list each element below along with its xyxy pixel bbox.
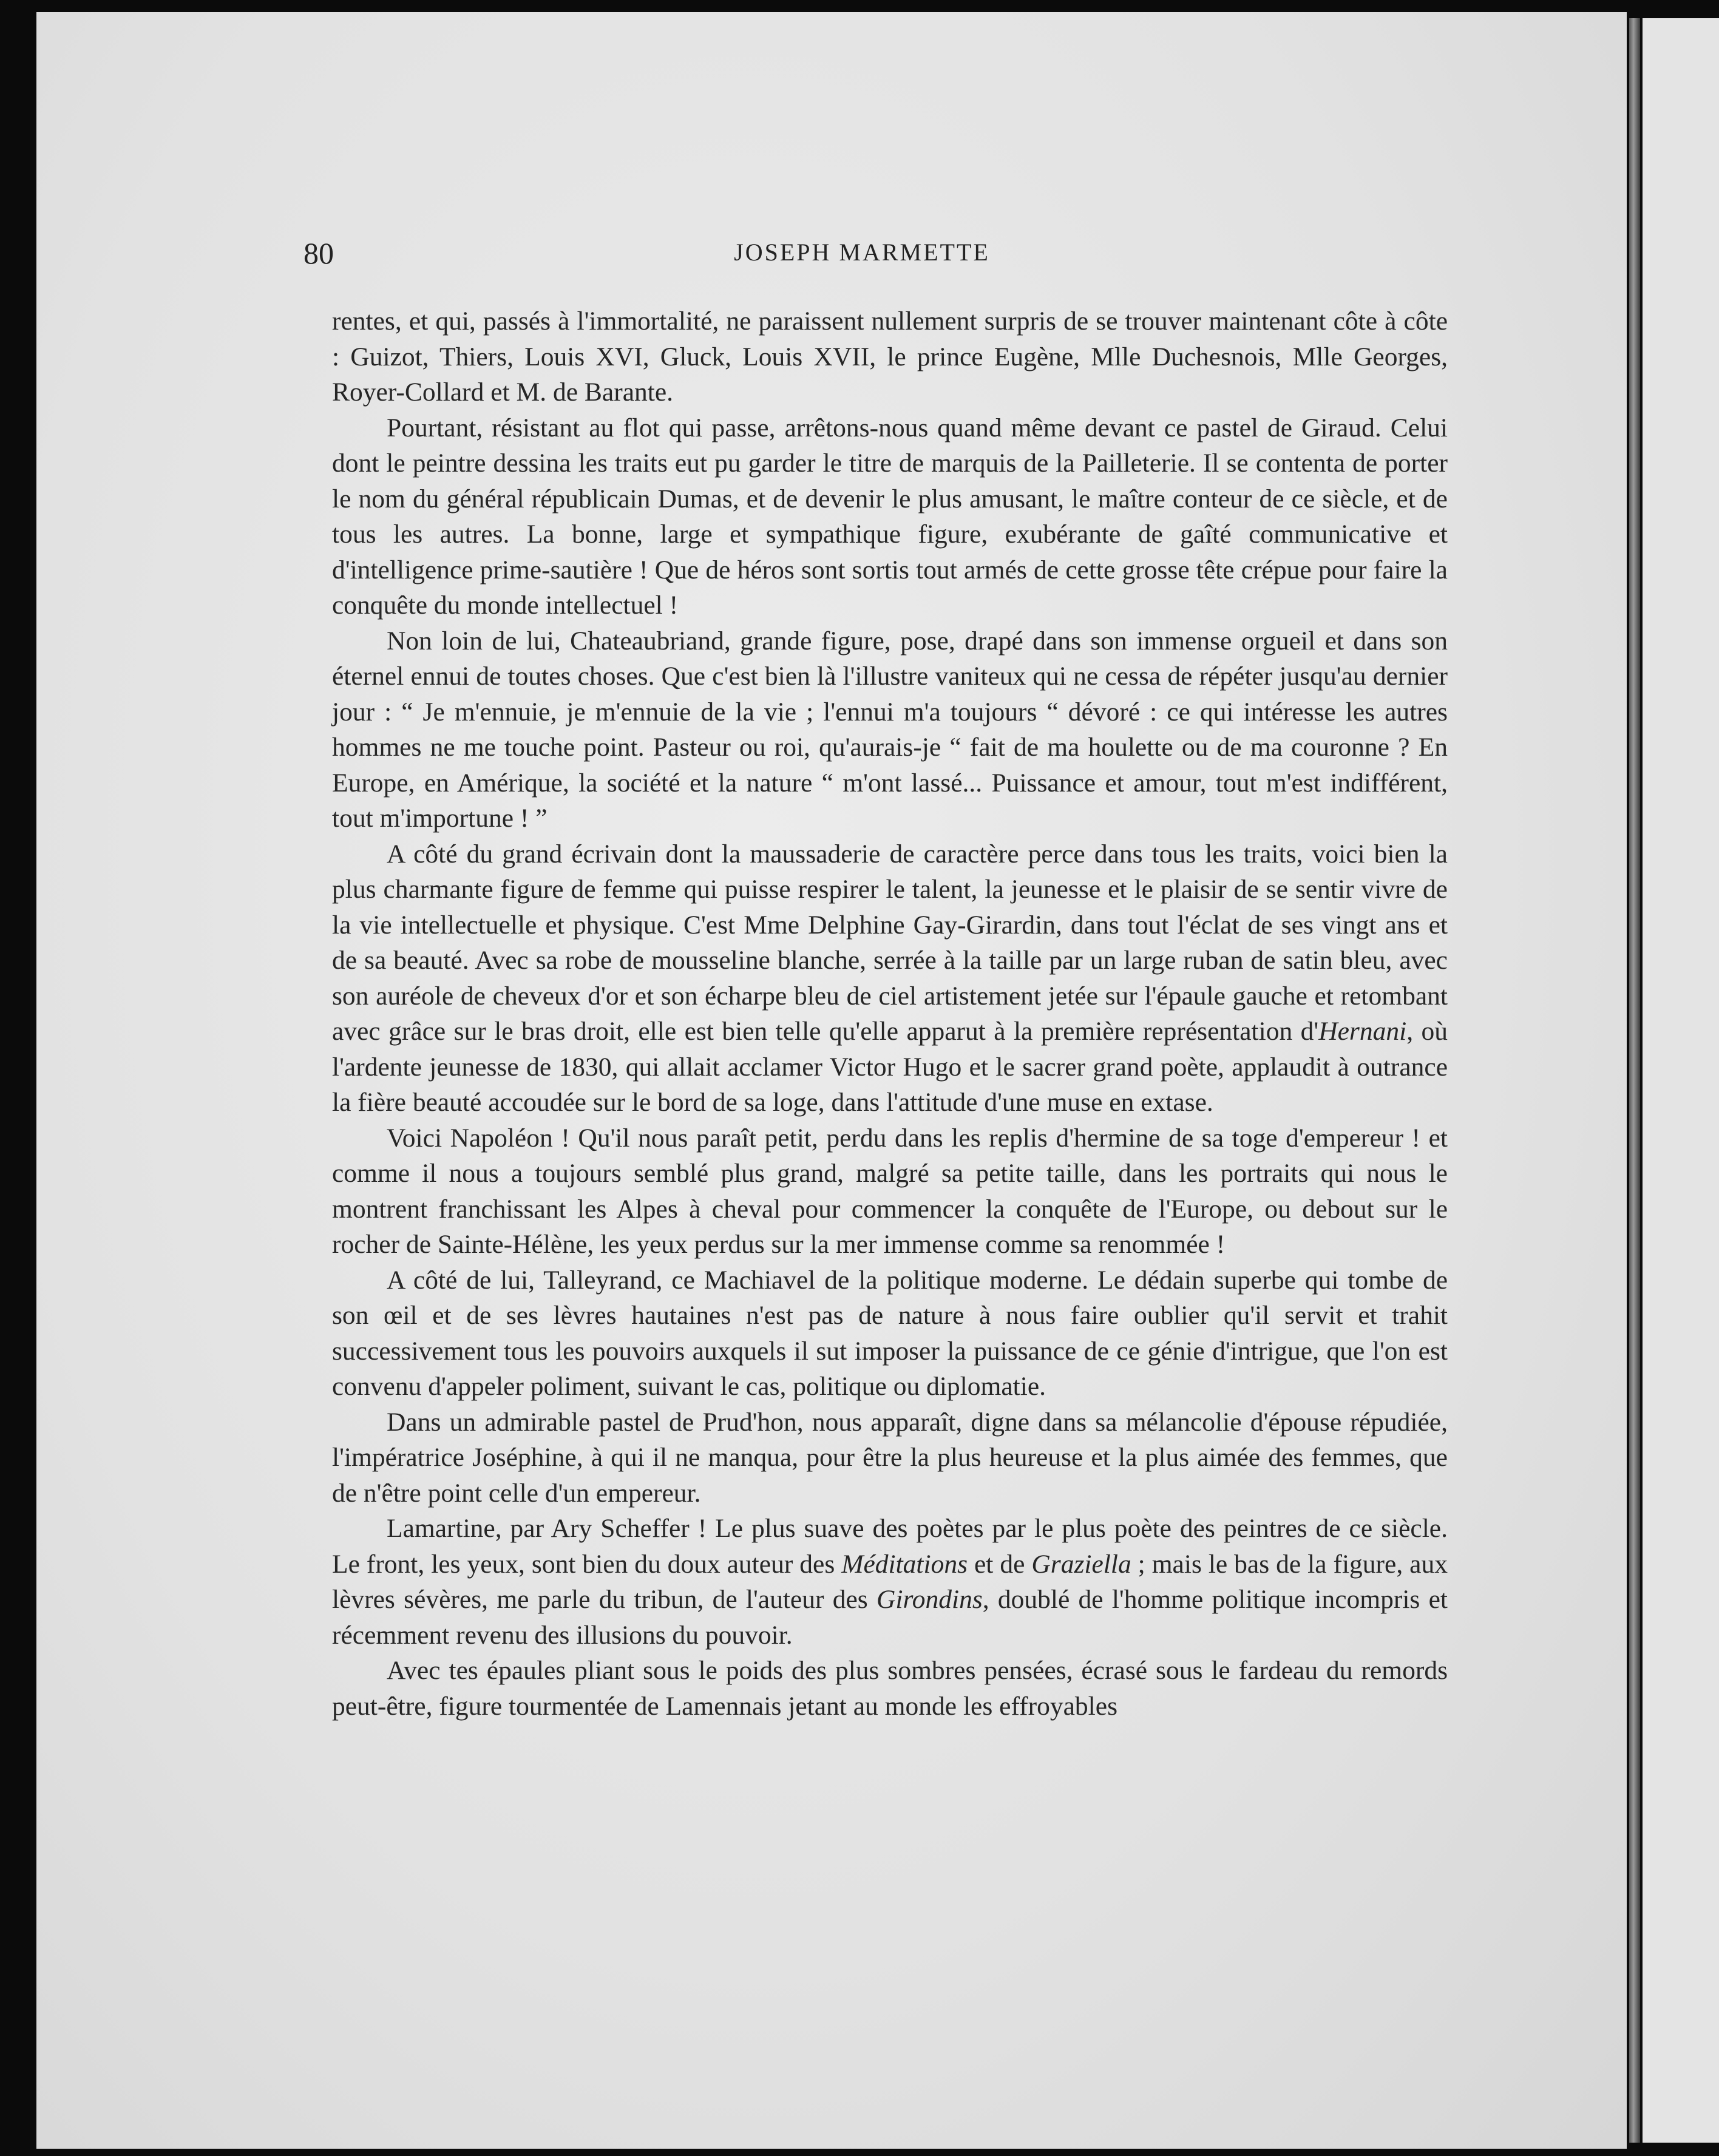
text-run: , où l'ardente jeunesse de 1830, qui allait acclamer Victor Hugo et le sacrer grand poète, applaudit à outrance la fière beauté accoudée sur le bord de sa loge, dans l'attitude d'une muse en extase. [332, 1017, 1448, 1117]
paragraph-8 [332, 1511, 1448, 1653]
text-run: Lamartine, par Ary Scheffer ! Le plus suave des poètes par le plus poète des peintres de ce siècle. Le front, les yeux, sont bien du doux auteur des [332, 1514, 1448, 1579]
text-run: , doublé de l'homme politique incompris et récemment revenu des illusions du pouvoir. [332, 1585, 1448, 1650]
next-page-sliver [1643, 18, 1719, 2143]
paragraph-6 [332, 1263, 1448, 1405]
paragraph-9 [332, 1653, 1448, 1724]
running-title: JOSEPH MARMETTE [734, 239, 990, 266]
page-number: 80 [303, 236, 334, 270]
text-run: Dans un admirable pastel de Prud'hon, nous apparaît, digne dans sa mélancolie d'épouse répudiée, l'impératrice Joséphine, à qui il ne manqua, pour être la plus heureuse et la plus aimée des femmes, que de n'être point celle d'un empereur. [332, 1407, 1448, 1508]
text-run: A côté du grand écrivain dont la maussaderie de caractère perce dans tous les traits, voici bien la plus charmante figure de femme qui puisse respirer le talent, la jeunesse et le plaisir de se sentir vivre de la vie intellectuelle et physique. C'est Mme Delphine Gay-Girardin, dans tout l'éclat de ses vingt ans et de sa beauté. Avec sa robe de mousseline blanche, serrée à la taille par un large ruban de satin bleu, avec son auréole de cheveux d'or et son écharpe bleu de ciel artistement jetée sur l'épaule gauche et retombant avec grâce sur le bras droit, elle est bien telle qu'elle apparut à la première représentation d' [332, 839, 1448, 1046]
text-run: et de [968, 1549, 1032, 1579]
text-run: Voici Napoléon ! Qu'il nous paraît petit, perdu dans les replis d'hermine de sa toge d'empereur ! et comme il nous a toujours semblé plus grand, malgré sa petite taille, dans les portraits qui nous le montrent franchissant les Alpes à cheval pour commencer la conquête de l'Europe, ou debout sur le rocher de Sainte-Hélène, les yeux perdus sur la mer immense comme sa renommée ! [332, 1123, 1448, 1259]
text-run: Pourtant, résistant au flot qui passe, arrêtons-nous quand même devant ce pastel de Giraud. Celui dont le peintre dessina les traits eut pu garder le titre de marquis de la Pailleterie. Il se contenta de porter le nom du général républicain Dumas, et de devenir le plus amusant, le maître conteur de ce siècle, et de tous les autres. La bonne, large et sympathique figure, exubérante de gaîté communicative et d'intelligence prime-sautière ! Que de héros sont sortis tout armés de cette grosse tête crépue pour faire la conquête du monde intellectuel ! [332, 413, 1448, 620]
text-run: Non loin de lui, Chateaubriand, grande figure, pose, drapé dans son immense orgueil et dans son éternel ennui de toutes choses. Que c'est bien là l'illustre vaniteux qui ne cessa de répéter jusqu'au dernier jour : “ Je m'ennuie, je m'ennuie de la vie ; l'ennui m'a toujours “ dévoré : ce qui intéresse les autres hommes ne me touche point. Pasteur ou roi, qu'aurais-je “ fait de ma houlette ou de ma couronne ? En Europe, en Amérique, la société et la nature “ m'ont lassé... Puissance et amour, tout m'est indifférent, tout m'importune ! ” [332, 626, 1448, 833]
text-run: ; mais le bas de la figure, aux lèvres sévères, me parle du tribun, de l'auteur des [332, 1549, 1448, 1614]
paragraph-1 [332, 303, 1448, 410]
text-run: rentes, et qui, passés à l'immortalité, ne paraissent nullement surpris de se trouver maintenant côte à côte : Guizot, Thiers, Louis XVI, Gluck, Louis XVII, le prince Eugène, Mlle Duchesnois, Mlle Georges, Royer-Collard et M. de Barante. [332, 307, 1448, 407]
paragraph-4 [332, 836, 1448, 1120]
italic-title-girondins: Girondins [876, 1585, 983, 1614]
italic-title-meditations: Méditations [841, 1549, 968, 1579]
italic-title-hernani: Hernani [1318, 1017, 1407, 1046]
body-text [332, 303, 1448, 1724]
text-run: A côté de lui, Talleyrand, ce Machiavel de la politique moderne. Le dédain superbe qui tombe de son œil et de ses lèvres hautaines n'est pas de nature à nous faire oublier qu'il servit et trahit successivement tous les pouvoirs auxquels il sut imposer la puissance de ce génie d'intrigue, que l'on est convenu d'appeler poliment, suivant le cas, politique ou diplomatie. [332, 1265, 1448, 1401]
paragraph-2 [332, 410, 1448, 623]
paragraph-5 [332, 1120, 1448, 1263]
italic-title-graziella: Graziella [1031, 1549, 1131, 1579]
text-run: Avec tes épaules pliant sous le poids des plus sombres pensées, écrasé sous le fardeau du remords peut-être, figure tourmentée de Lamennais jetant au monde les effroyables [332, 1656, 1448, 1721]
paragraph-3 [332, 623, 1448, 836]
paragraph-7 [332, 1405, 1448, 1511]
page-edge [1629, 18, 1640, 2143]
running-head [303, 236, 1420, 284]
